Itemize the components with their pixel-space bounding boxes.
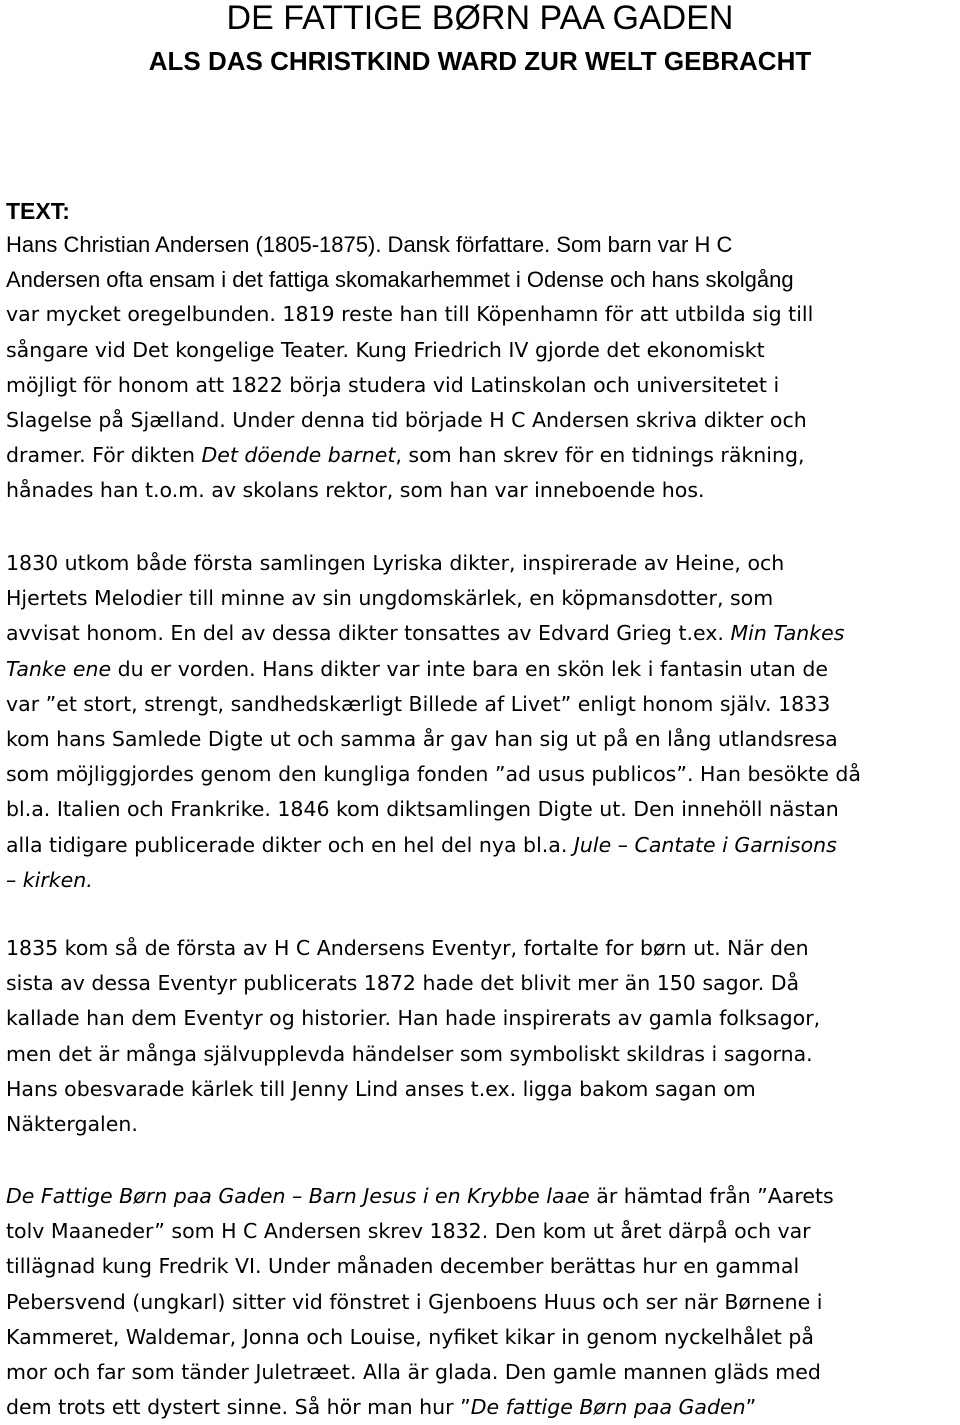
text-fragment: , som han skrev för en tidnings räkning,	[395, 443, 805, 468]
text-line	[6, 438, 956, 473]
paragraph-poetry	[6, 546, 956, 898]
text-line	[6, 616, 956, 651]
text-fragment: är hämtad från ”Aarets	[589, 1184, 834, 1208]
song-title: De fattige Børn paa Gaden	[470, 1395, 746, 1420]
text-line: var ”et stort, strengt, sandhedskærligt Billede af Livet” enligt honom själv. 1833	[6, 691, 831, 716]
paragraph-song-origin	[6, 1179, 956, 1425]
text-line: tillägnad kung Fredrik VI. Under månaden december berättas hur en gammal	[6, 1254, 800, 1279]
cantata-title: – kirken.	[6, 867, 93, 892]
text-heading: TEXT:	[6, 198, 70, 224]
text-fragment: dramer. För dikten	[6, 443, 202, 468]
text-line: mor och far som tänder Juletræet. Alla är glada. Den gamle mannen gläds med	[6, 1359, 821, 1384]
text-fragment: dem trots ett dystert sinne. Så hör man hur ”	[6, 1395, 471, 1420]
text-line	[6, 863, 956, 898]
text-line: sista av dessa Eventyr publicerats 1872 hade det blivit mer än 150 sagor. Då	[6, 971, 800, 996]
text-line: Andersen ofta ensam i det fattiga skomakarhemmet i Odense och hans skolgång	[6, 267, 794, 293]
text-line: var mycket oregelbunden. 1819 reste han till Köpenhamn för att utbilda sig till	[6, 302, 814, 327]
text-line: men det är många självupplevda händelser som symboliskt skildras i sagorna.	[6, 1041, 813, 1066]
document-title: DE FATTIGE BØRN PAA GADEN	[226, 0, 734, 37]
text-line: Näktergalen.	[6, 1111, 138, 1136]
text-line: 1830 utkom både första samlingen Lyriska dikter, inspirerade av Heine, och	[6, 551, 785, 575]
text-line: Hans obesvarade kärlek till Jenny Lind anses t.ex. ligga bakom sagan om	[6, 1076, 756, 1101]
text-line: möjligt för honom att 1822 börja studera vid Latinskolan och universitetet i	[6, 372, 780, 397]
text-line: Slagelse på Sjælland. Under denna tid började H C Andersen skriva dikter och	[6, 407, 807, 432]
text-line: Kammeret, Waldemar, Jonna och Louise, nyfiket kikar in genom nyckelhålet på	[6, 1324, 814, 1349]
text-line: som möjliggjordes genom den kungliga fonden ”ad usus publicos”. Han besökte då	[6, 762, 861, 787]
song-title: De Fattige Børn paa Gaden – Barn Jesus i en Krybbe laae	[6, 1184, 590, 1208]
paragraph-biography	[6, 227, 956, 509]
text-fragment: du er vorden. Hans dikter var inte bara en skön lek i fantasin utan de	[111, 656, 828, 681]
document-subtitle: ALS DAS CHRISTKIND WARD ZUR WELT GEBRACHT	[148, 46, 812, 76]
text-fragment: avvisat honom. En del av dessa dikter tonsattes av Edvard Grieg t.ex.	[6, 621, 731, 646]
text-line	[6, 828, 956, 863]
text-line: bl.a. Italien och Frankrike. 1846 kom diktsamlingen Digte ut. Den innehöll nästan	[6, 797, 839, 822]
text-line: tolv Maaneder” som H C Andersen skrev 1832. Den kom ut året därpå och var	[6, 1219, 811, 1244]
cantata-title: Jule – Cantate i Garnisons	[573, 832, 837, 857]
song-title: Min Tankes	[730, 621, 845, 646]
text-line	[6, 652, 956, 687]
text-fragment: ”	[745, 1395, 757, 1420]
song-title: Tanke ene	[6, 656, 112, 681]
text-line: Hans Christian Andersen (1805-1875). Dansk författare. Som barn var H C	[6, 232, 733, 257]
text-line: hånades han t.o.m. av skolans rektor, som han var inneboende hos.	[6, 478, 705, 503]
poem-title: Det döende barnet	[201, 443, 396, 468]
text-line	[6, 1390, 956, 1425]
text-line: Hjertets Melodier till minne av sin ungdomskärlek, en köpmansdotter, som	[6, 586, 774, 611]
text-fragment: alla tidigare publicerade dikter och en hel del nya bl.a.	[6, 832, 574, 857]
text-line: 1835 kom så de första av H C Andersens Eventyr, fortalte for børn ut. När den	[6, 936, 809, 960]
text-line: Pebersvend (ungkarl) sitter vid fönstret i Gjenboens Huus och ser när Børnene i	[6, 1289, 823, 1314]
text-line: kallade han dem Eventyr og historier. Han hade inspirerats av gamla folksagor,	[6, 1006, 821, 1031]
paragraph-eventyr	[6, 931, 956, 1142]
text-line: sångare vid Det kongelige Teater. Kung Friedrich IV gjorde det ekonomiskt	[6, 337, 765, 362]
text-line: kom hans Samlede Digte ut och samma år gav han sig ut på en lång utlandsresa	[6, 726, 838, 751]
text-line	[6, 1179, 956, 1214]
